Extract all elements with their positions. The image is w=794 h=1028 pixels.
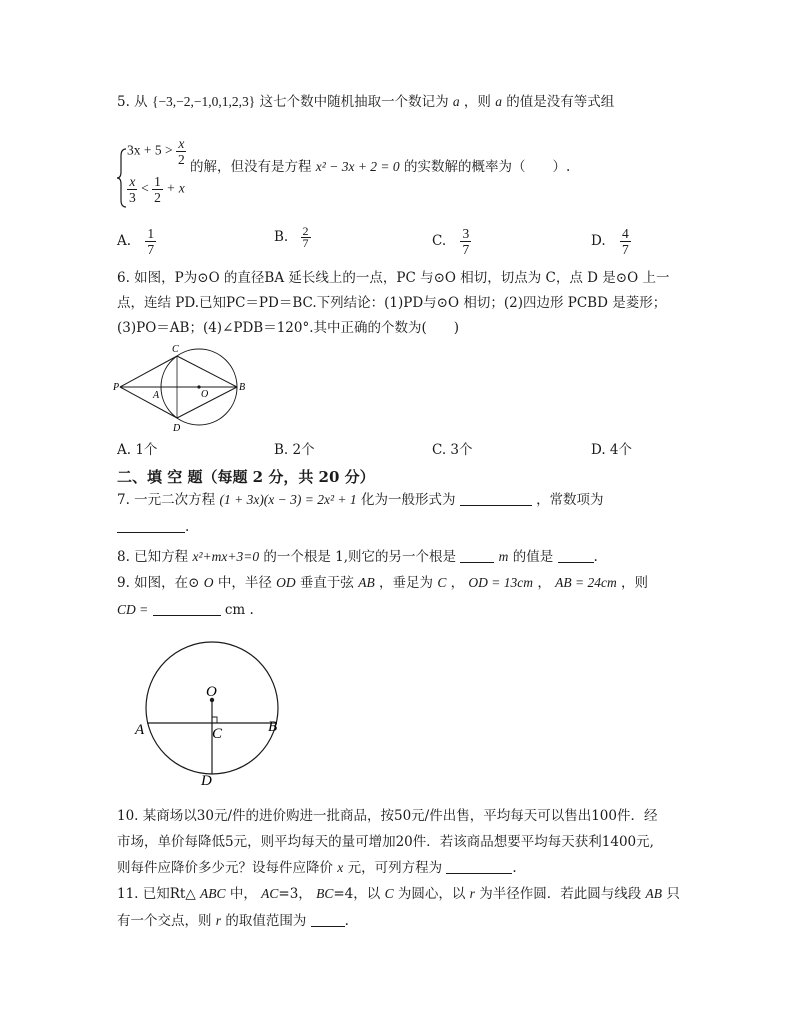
ineq1-frac xyxy=(176,136,187,167)
q5-option-c[interactable] xyxy=(432,226,471,257)
q7-text: 化为一般形式为 xyxy=(360,492,456,508)
q11-blank-range[interactable] xyxy=(311,912,345,927)
q5-option-b[interactable] xyxy=(274,226,311,249)
frac-num: 3 xyxy=(462,226,470,241)
option-label: B. xyxy=(274,229,289,245)
q9-circle-figure xyxy=(132,632,292,790)
q9-text: 中，半径 xyxy=(217,575,272,591)
option-frac xyxy=(460,226,471,257)
q11-text: 为半径作圆．若此圆与线段 xyxy=(479,886,642,902)
q8-text: 8. 已知方程 xyxy=(117,549,189,565)
q5-text: 5. 从 xyxy=(117,94,148,110)
q5-equation: x² − 3x + 2 = 0 xyxy=(315,159,400,174)
label-d: D xyxy=(173,423,181,434)
q11-line2 xyxy=(117,911,349,931)
q11-var: r xyxy=(215,913,222,928)
frac-num: 1 xyxy=(147,226,155,241)
q7-blank-general-form[interactable] xyxy=(460,491,532,506)
q6-line3: (3)PO＝AB；(4)∠PDB＝120°.其中正确的个数为( ) xyxy=(117,320,460,336)
q6-option-b[interactable]: B. 2个 xyxy=(274,442,315,458)
q10-text: 则每件应降价多少元？设每件应降价 xyxy=(117,860,333,876)
label-b: B xyxy=(239,382,246,393)
q7-line2 xyxy=(117,517,189,537)
q5-inequality-2 xyxy=(127,174,185,205)
frac-den: 2 xyxy=(154,190,161,205)
option-frac xyxy=(301,226,311,249)
q10-line2: 市场，单价每降低5元，则平均每天的量可增加20件．若该商品想要平均每天获利1400元, xyxy=(117,834,654,850)
q8-text: 的一个根是 1,则它的另一个根是 xyxy=(263,549,457,565)
ineq2-frac xyxy=(127,174,138,205)
q7-blank-constant[interactable] xyxy=(117,518,185,533)
q6-line1: 6. 如图，P为⊙O 的直径BA 延长线上的一点，PC 与⊙O 相切，切点为 C，点 D 是⊙O 上一 xyxy=(117,270,670,286)
section-title: 二、填 空 题（每题 2 分，共 20 分） xyxy=(117,468,375,486)
q11-text: 为圆心，以 xyxy=(397,886,466,902)
q8-blank-m-value[interactable] xyxy=(558,548,594,563)
q11-var: C xyxy=(384,886,394,901)
q6-option-d[interactable]: D. 4个 xyxy=(591,442,633,458)
q11-text: 中， xyxy=(229,886,257,902)
label-o: O xyxy=(206,684,217,700)
q5-var-a: a xyxy=(452,94,460,109)
q9-od-value: OD = 13cm xyxy=(468,575,534,590)
q6-option-c[interactable]: C. 3个 xyxy=(432,442,473,458)
option-label: D. xyxy=(591,233,606,249)
q5-inequality-1 xyxy=(127,136,187,167)
q5-line2 xyxy=(190,157,570,177)
q6-option-a[interactable]: A. 1个 xyxy=(117,442,158,458)
q8-line xyxy=(117,547,598,567)
q7-text: . xyxy=(185,519,190,535)
label-b: B xyxy=(268,719,278,735)
q7-text: 7. 一元二次方程 xyxy=(117,492,216,508)
q9-text: cm . xyxy=(224,602,254,618)
frac-num: 4 xyxy=(621,226,629,241)
q11-var: AC xyxy=(261,886,279,901)
frac-den: 7 xyxy=(147,242,155,257)
ineq2-tail: + x xyxy=(166,180,185,196)
q11-var: AB xyxy=(645,886,663,901)
q10-blank-equation[interactable] xyxy=(446,859,512,874)
label-c: C xyxy=(212,726,223,742)
left-brace-icon xyxy=(117,148,127,208)
q11-line1 xyxy=(117,884,680,904)
q10-line3 xyxy=(117,858,517,878)
ineq1-left: 3x + 5 > xyxy=(127,142,173,158)
q5-option-d[interactable] xyxy=(591,226,631,257)
q9-var: OD xyxy=(276,575,296,590)
option-frac xyxy=(620,226,631,257)
q8-blank-other-root[interactable] xyxy=(460,548,494,563)
label-o: O xyxy=(201,389,209,400)
q5-var-a: a xyxy=(495,94,502,109)
q8-equation: x²+mx+3=0 xyxy=(192,549,260,564)
frac-den: 7 xyxy=(621,242,629,257)
frac-num: x xyxy=(129,174,136,189)
q7-line1 xyxy=(117,490,604,510)
label-a: A xyxy=(153,390,160,401)
q10-text: 元，可列方程为 xyxy=(347,860,443,876)
q9-var: C xyxy=(437,575,447,590)
frac-num: 1 xyxy=(154,174,161,189)
q11-var: BC xyxy=(316,886,334,901)
ineq2-frac2 xyxy=(152,174,163,205)
q10-text: . xyxy=(512,860,517,876)
q9-blank-cd[interactable] xyxy=(153,601,221,616)
q9-ab-value: AB = 24cm xyxy=(555,575,617,590)
q7-text: ，常数项为 xyxy=(536,492,604,508)
option-frac xyxy=(145,226,156,257)
option-label: A. xyxy=(117,233,132,249)
frac-num: 2 xyxy=(302,224,309,238)
q11-text: =4，以 xyxy=(333,886,381,902)
q11-var: r xyxy=(469,886,475,901)
q9-var: O xyxy=(203,575,214,590)
lt-sign: < xyxy=(141,180,149,196)
option-label: C. xyxy=(432,233,447,249)
q7-equation: (1 + 3x)(x − 3) = 2x² + 1 xyxy=(219,492,357,507)
q11-text: =3， xyxy=(278,886,312,902)
q5-line1 xyxy=(117,92,614,112)
label-d: D xyxy=(201,773,212,789)
q11-text: 有一个交点，则 xyxy=(117,913,212,929)
q10-line1: 10. 某商场以30元/件的进价购进一批商品，按50元/件出售，平均每天可以售出100件．经 xyxy=(117,808,658,824)
q9-text: ，则 xyxy=(621,575,649,591)
label-a: A xyxy=(135,722,145,738)
q5-number-set: {−3,−2,−1,0,1,2,3} xyxy=(151,94,256,109)
q9-text: 垂直于弦 xyxy=(299,575,354,591)
q5-text: 的实数解的概率为（ ）. xyxy=(403,159,571,175)
q6-circle-figure xyxy=(112,343,252,435)
q11-text: 11. 已知Rt△ xyxy=(117,886,196,902)
q10-var-x: x xyxy=(337,860,344,875)
q9-line2 xyxy=(117,600,254,620)
q11-var: ABC xyxy=(200,886,226,901)
q5-option-a[interactable] xyxy=(117,226,156,257)
frac-den: 7 xyxy=(462,242,470,257)
frac-den: 7 xyxy=(302,236,309,250)
frac-num: x xyxy=(178,136,185,151)
q8-var-m: m xyxy=(498,549,509,564)
q9-var: CD = xyxy=(117,602,149,617)
q9-var: AB xyxy=(358,575,375,590)
q8-text: . xyxy=(593,549,598,565)
label-p: P xyxy=(113,382,120,393)
label-c: C xyxy=(172,344,179,355)
q5-text: 这七个数中随机抽取一个数记为 xyxy=(259,94,449,110)
q8-text: 的值是 xyxy=(512,549,554,565)
q9-text: ， xyxy=(537,575,551,591)
q6-line2: 点，连结 PD.已知PC＝PD＝BC.下列结论：(1)PD与⊙O 相切；(2)四边形 PCBD 是菱形； xyxy=(117,295,667,311)
frac-den: 2 xyxy=(177,152,185,167)
q11-text: 的取值范围为 xyxy=(225,913,307,929)
frac-den: 3 xyxy=(129,190,136,205)
q9-text: ，垂足为 xyxy=(379,575,434,591)
q9-text: ， xyxy=(450,575,465,591)
q5-text: ，则 xyxy=(463,94,491,110)
q5-text: 的解，但没有是方程 xyxy=(190,159,312,175)
q11-text: . xyxy=(344,913,349,929)
q9-line1 xyxy=(117,573,648,593)
q9-text: 9. 如图，在⊙ xyxy=(117,575,200,591)
q11-text: 只 xyxy=(666,886,680,902)
q5-text: 的值是没有等式组 xyxy=(506,94,615,110)
